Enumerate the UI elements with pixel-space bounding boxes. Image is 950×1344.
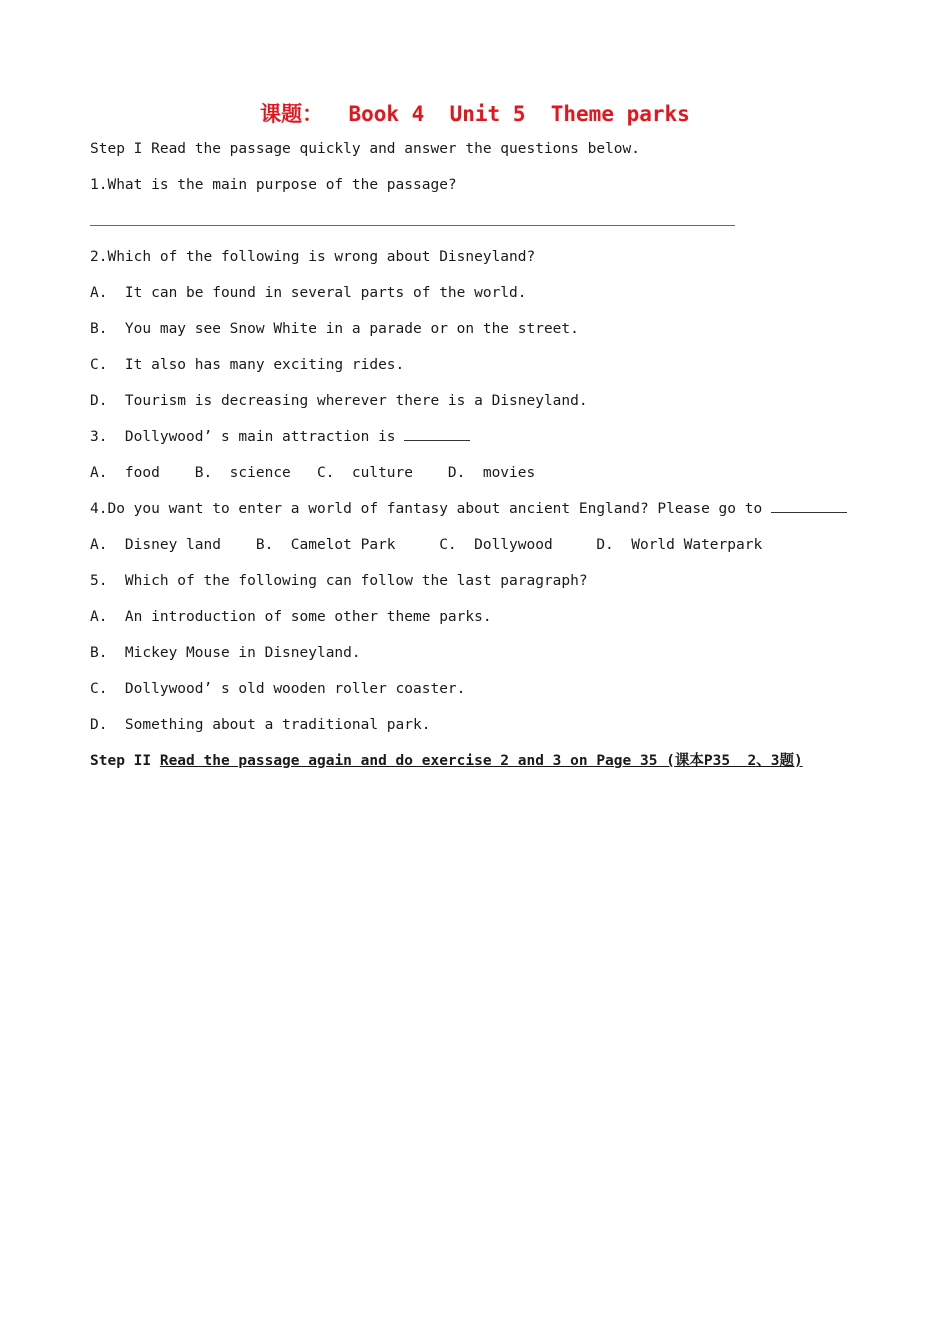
answer-underline [90, 225, 735, 226]
question-3-options: A. food B. science C. culture D. movies [90, 465, 536, 481]
step2-label: Step II [90, 753, 160, 769]
question-3-blank [404, 426, 470, 441]
question-2-option-a: A. It can be found in several parts of the world. [90, 285, 527, 301]
question-5-option-b: B. Mickey Mouse in Disneyland. [90, 645, 361, 661]
question-4-options: A. Disney land B. Camelot Park C. Dollywood D. World Waterpark [90, 537, 763, 553]
question-5-stem: 5. Which of the following can follow the last paragraph? [90, 573, 588, 589]
question-1-stem: 1.What is the main purpose of the passage? [90, 177, 457, 193]
question-3-stem: 3. Dollywood’ s main attraction is [90, 429, 405, 445]
step2-instruction: Read the passage again and do exercise 2 and 3 on Page 35 (课本P35 2、3题) [159, 753, 803, 769]
page-title: 课题： Book 4 Unit 5 Theme parks [260, 102, 690, 126]
question-4-stem-row [90, 498, 890, 534]
question-2-option-d: D. Tourism is decreasing wherever there is a Disneyland. [90, 393, 588, 409]
question-2-option-c: C. It also has many exciting rides. [90, 357, 405, 373]
question-5-option-d: D. Something about a traditional park. [90, 717, 431, 733]
worksheet-content [90, 138, 890, 786]
question-1-answer-line [90, 210, 890, 246]
step1-instruction: Step I Read the passage quickly and answer the questions below. [90, 141, 640, 157]
question-2-option-b: B. You may see Snow White in a parade or on the street. [90, 321, 579, 337]
question-3-stem-row [90, 426, 890, 462]
step2-row [90, 750, 890, 786]
question-4-stem: 4.Do you want to enter a world of fantasy about ancient England? Please go to [90, 501, 771, 517]
question-2-stem: 2.Which of the following is wrong about Disneyland? [90, 249, 536, 265]
question-4-blank [771, 498, 847, 513]
question-5-option-a: A. An introduction of some other theme parks. [90, 609, 492, 625]
question-5-option-c: C. Dollywood’ s old wooden roller coaster. [90, 681, 466, 697]
